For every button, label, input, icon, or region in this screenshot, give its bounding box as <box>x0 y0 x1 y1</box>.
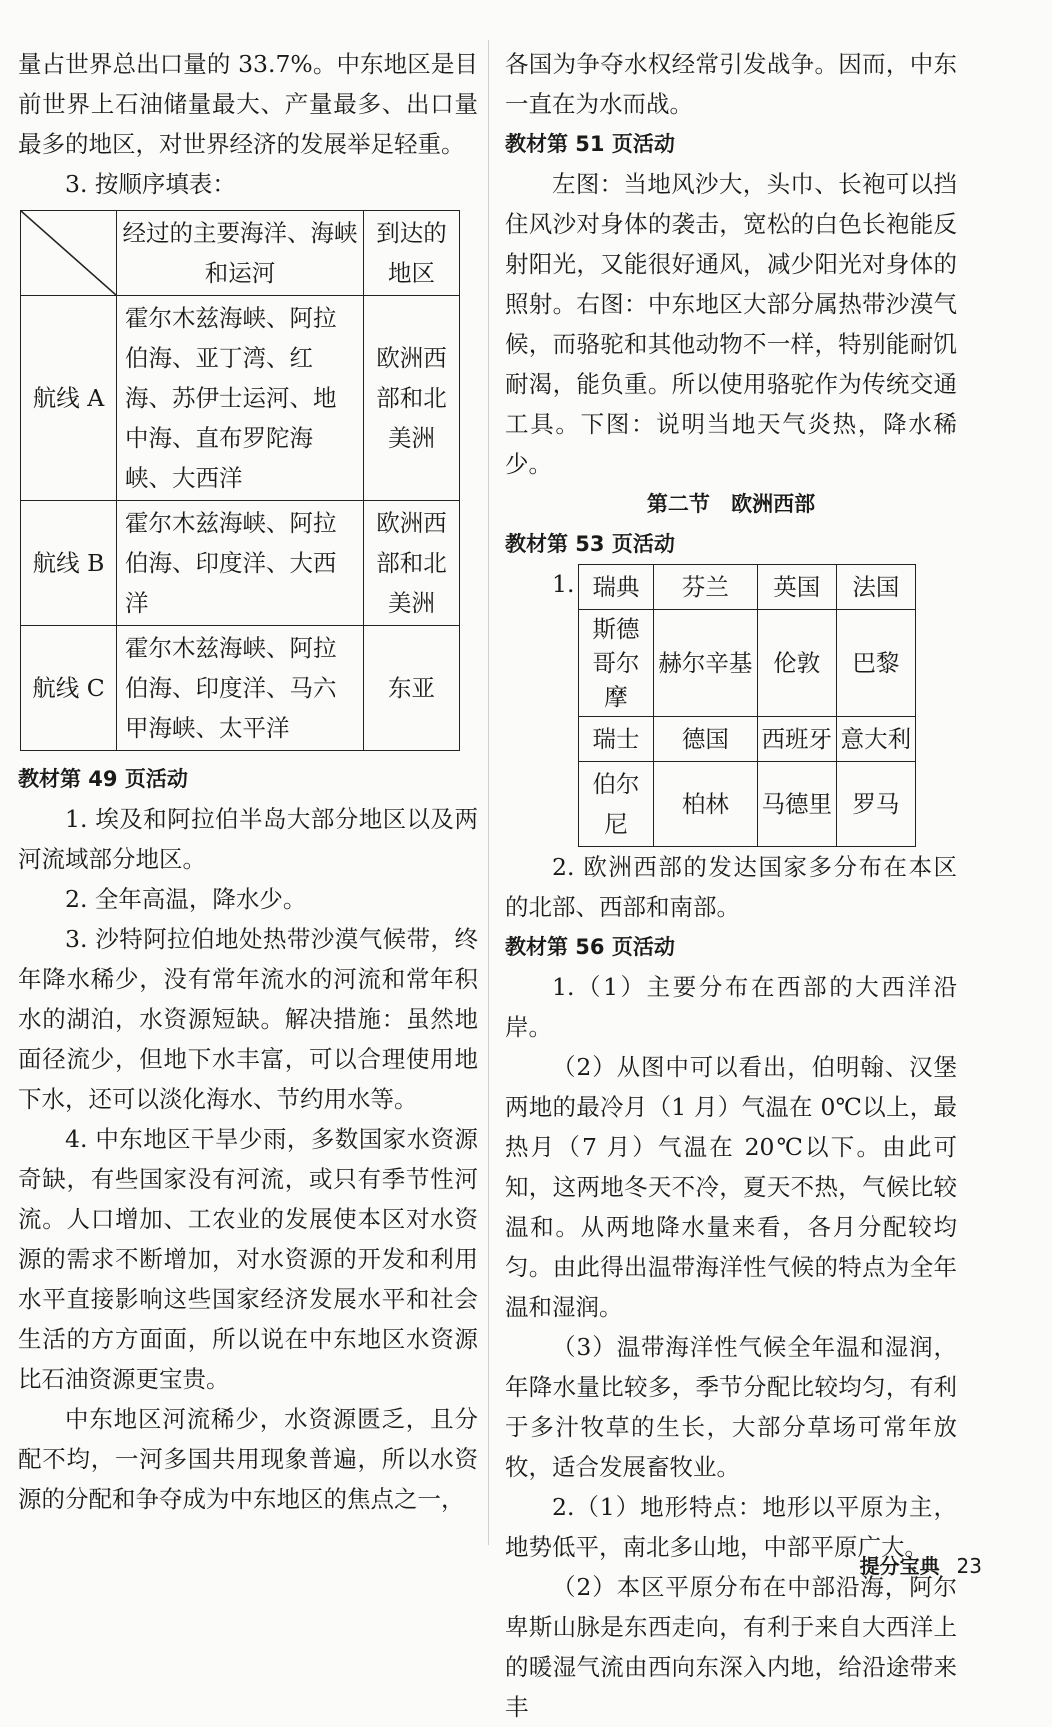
activity-heading: 教材第 51 页活动 <box>505 132 675 156</box>
diagonal-line <box>21 211 116 295</box>
route-dest: 欧洲西部和北美洲 <box>363 296 459 501</box>
table-cell: 意大利 <box>836 717 915 762</box>
route-dest: 欧洲西部和北美洲 <box>363 501 459 626</box>
right-column <box>505 44 957 1727</box>
answer-1-3: （3）温带海洋性气候全年温和湿润，年降水量比较多，季节分配比较均匀，有利于多汁牧草的生长，大部分草场可常年放牧，适合发展畜牧业。 <box>505 1333 957 1481</box>
answer-2-2: （2）本区平原分布在中部沿海，阿尔卑斯山脉是东西走向，有利于来自大西洋上的暖湿气流由西向东深入内地，给沿途带来丰 <box>505 1573 957 1721</box>
page-number: 23 <box>956 1554 982 1578</box>
activity-heading: 教材第 53 页活动 <box>505 532 675 556</box>
table-cell: 伦敦 <box>757 610 836 717</box>
table-cell: 马德里 <box>757 762 836 847</box>
route-table <box>20 210 460 751</box>
paragraph: 中东地区河流稀少，水资源匮乏，且分配不均，一河多国共用现象普遍，所以水资源的分配和争夺成为中东地区的焦点之一， <box>18 1405 478 1513</box>
answer-1: 1. 埃及和阿拉伯半岛大部分地区以及两河流域部分地区。 <box>18 805 478 873</box>
answer-4: 4. 中东地区干旱少雨，多数国家水资源奇缺，有些国家没有河流，或只有季节性河流。人口增加、工农业的发展使本区对水资源的需求不断增加，对水资源的开发和利用水平直接影响这些国家经济发展水平和社会生活的方方面面，所以说在中东地区水资源比石油资源更宝贵。 <box>18 1125 478 1393</box>
table-cell: 德国 <box>654 717 758 762</box>
table-cell: 瑞典 <box>579 565 654 610</box>
paragraph: 2. 欧洲西部的发达国家多分布在本区的北部、西部和南部。 <box>505 853 957 921</box>
answer-2: 2. 全年高温，降水少。 <box>65 885 307 913</box>
table-cell: 罗马 <box>836 762 915 847</box>
route-label: 航线 C <box>21 626 117 751</box>
table-cell: 英国 <box>757 565 836 610</box>
paragraph: 量占世界总出口量的 33.7%。中东地区是目前世界上石油储量最大、产量最多、出口量最多的地区，对世界经济的发展举足轻重。 <box>18 50 478 158</box>
capital-table <box>578 564 916 847</box>
table-cell: 芬兰 <box>654 565 758 610</box>
left-column <box>18 44 478 1519</box>
table-cell: 巴黎 <box>836 610 915 717</box>
table-cell: 瑞士 <box>579 717 654 762</box>
section-title: 第二节 欧洲西部 <box>646 492 816 516</box>
route-dest: 东亚 <box>363 626 459 751</box>
book-title: 提分宝典 <box>859 1554 940 1578</box>
item-number: 1. <box>552 570 575 598</box>
column-divider <box>488 40 489 1545</box>
header-via: 经过的主要海洋、海峡和运河 <box>116 211 363 296</box>
diagonal-header-cell <box>21 211 117 296</box>
page-footer <box>860 1550 982 1579</box>
route-via: 霍尔木兹海峡、阿拉伯海、印度洋、大西洋 <box>116 501 363 626</box>
route-label: 航线 A <box>21 296 117 501</box>
route-label: 航线 B <box>21 501 117 626</box>
table-cell: 法国 <box>836 565 915 610</box>
question-3: 3. 按顺序填表： <box>65 170 236 198</box>
table-cell: 伯尔尼 <box>579 762 654 847</box>
route-via: 霍尔木兹海峡、阿拉伯海、亚丁湾、红海、苏伊士运河、地中海、直布罗陀海峡、大西洋 <box>116 296 363 501</box>
header-dest: 到达的地区 <box>363 211 459 296</box>
table-cell: 赫尔辛基 <box>654 610 758 717</box>
route-via: 霍尔木兹海峡、阿拉伯海、印度洋、马六甲海峡、太平洋 <box>116 626 363 751</box>
paragraph: 左图：当地风沙大，头巾、长袍可以挡住风沙对身体的袭击，宽松的白色长袍能反射阳光，又能很好通风，减少阳光对身体的照射。右图：中东地区大部分属热带沙漠气候，而骆驼和其他动物不一样，特别能耐饥耐渴，能负重。所以使用骆驼作为传统交通工具。下图：说明当地天气炎热，降水稀少。 <box>505 170 957 478</box>
answer-1-2: （2）从图中可以看出，伯明翰、汉堡两地的最冷月（1 月）气温在 0℃以上，最热月（7 月）气温在 20℃以下。由此可知，这两地冬天不冷，夏天不热，气候比较温和。从两地降水量来看，各月分配较均匀。由此得出温带海洋性气候的特点为全年温和湿润。 <box>505 1053 957 1321</box>
answer-3: 3. 沙特阿拉伯地处热带沙漠气候带，终年降水稀少，没有常年流水的河流和常年积水的湖泊，水资源短缺。解决措施：虽然地面径流少，但地下水丰富，可以合理使用地下水，还可以淡化海水、节约用水等。 <box>18 925 478 1113</box>
activity-heading: 教材第 49 页活动 <box>18 767 188 791</box>
table-cell: 西班牙 <box>757 717 836 762</box>
activity-heading: 教材第 56 页活动 <box>505 935 675 959</box>
table-cell: 斯德哥尔摩 <box>579 610 654 717</box>
answer-2: 2.（1）地形特点：地形以平原为主，地势低平，南北多山地，中部平原广大。 <box>505 1493 957 1561</box>
table-cell: 柏林 <box>654 762 758 847</box>
paragraph: 各国为争夺水权经常引发战争。因而，中东一直在为水而战。 <box>505 50 957 118</box>
answer-1: 1.（1）主要分布在西部的大西洋沿岸。 <box>505 973 957 1041</box>
